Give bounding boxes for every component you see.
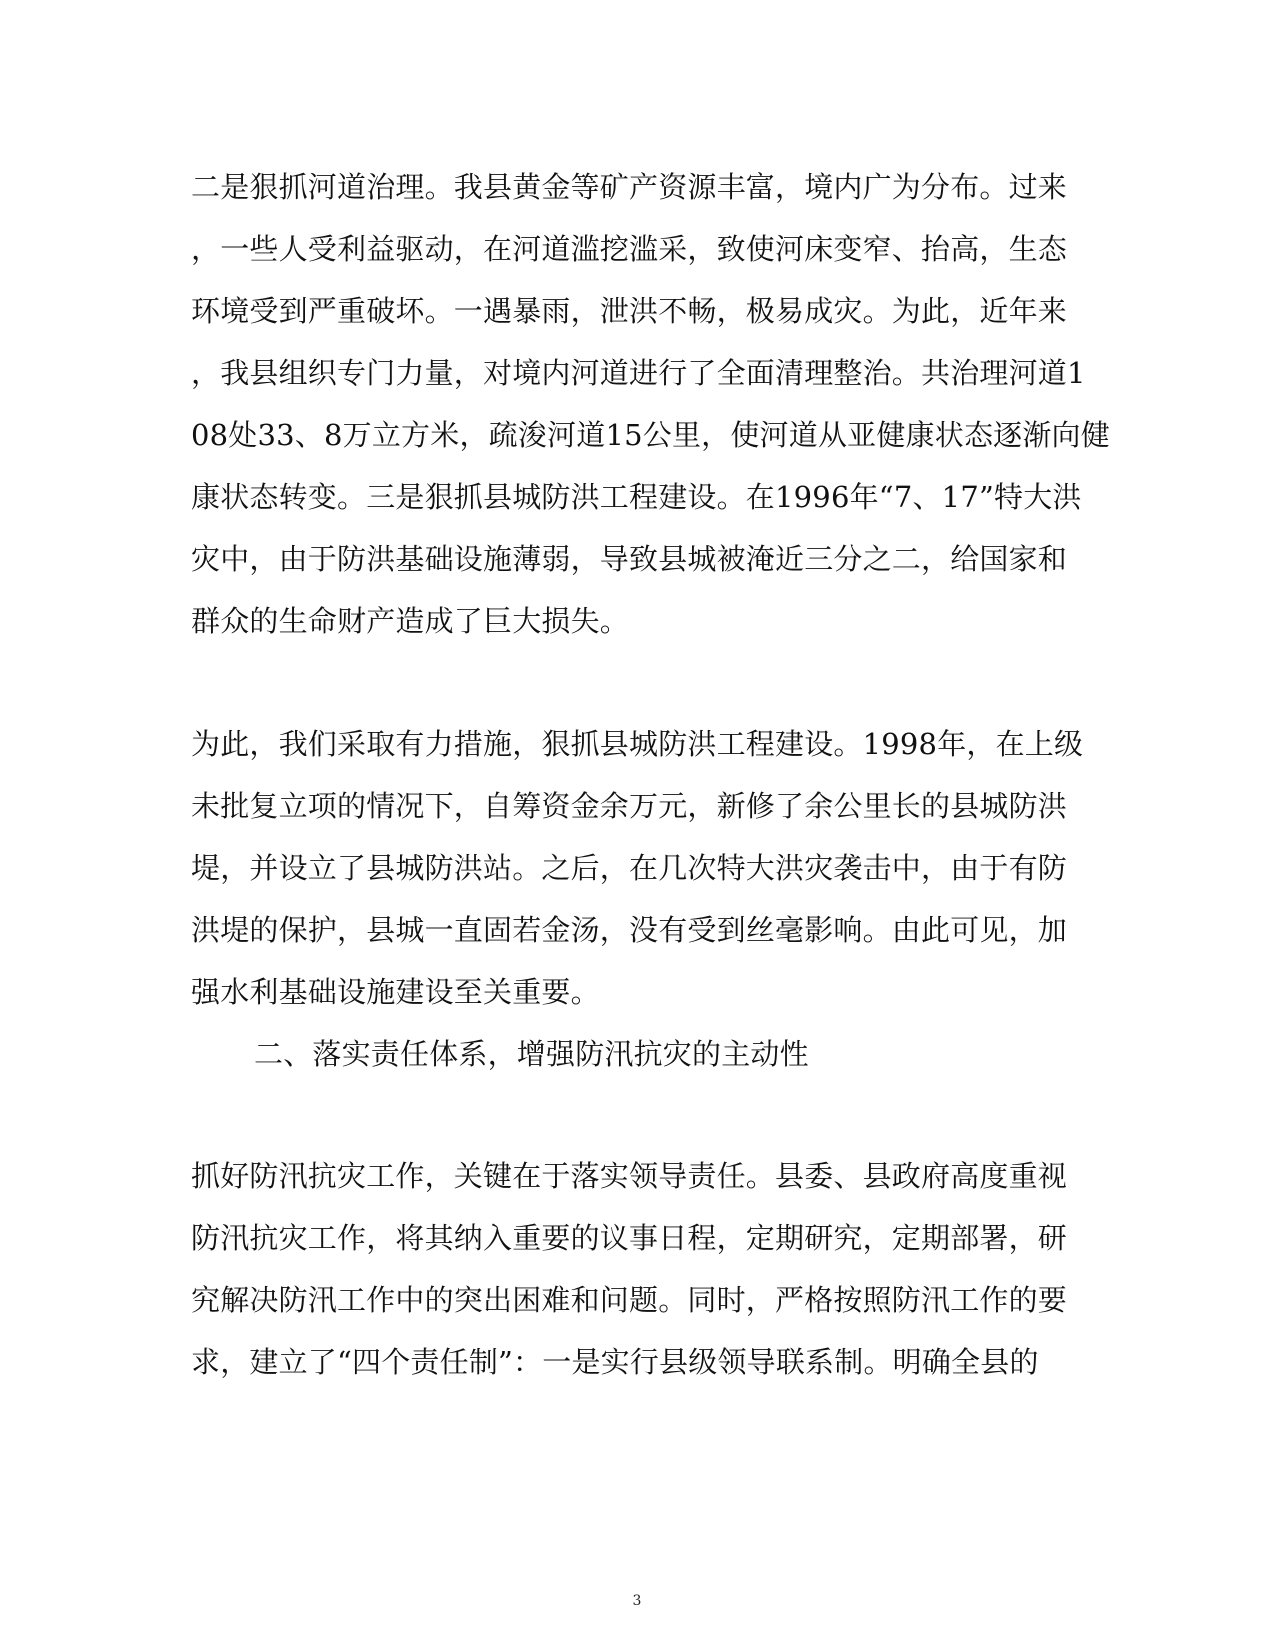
paragraph-1-line-4: ，我县组织专门力量，对境内河道进行了全面清理整治。共治理河道1 xyxy=(191,356,1086,390)
paragraph-1-line-1: 二是狠抓河道治理。我县黄金等矿产资源丰富，境内广为分布。过来 xyxy=(191,170,1068,204)
page-number: 3 xyxy=(632,1593,642,1609)
paragraph-2-line-4: 洪堤的保护，县城一直固若金汤，没有受到丝毫影响。由此可见，加 xyxy=(191,913,1068,947)
paragraph-1-line-5: 08处33、8万立方米，疏浚河道15公里，使河道从亚健康状态逐渐向健 xyxy=(191,418,1110,452)
paragraph-1-line-8: 群众的生命财产造成了巨大损失。 xyxy=(191,604,630,638)
paragraph-1-line-7: 灾中，由于防洪基础设施薄弱，导致县城被淹近三分之二，给国家和 xyxy=(191,542,1068,576)
paragraph-2-line-5: 强水利基础设施建设至关重要。 xyxy=(191,975,600,1009)
paragraph-1-line-2: ，一些人受利益驱动，在河道滥挖滥采，致使河床变窄、抬高，生态 xyxy=(191,232,1068,266)
paragraph-1-line-3: 环境受到严重破坏。一遇暴雨，泄洪不畅，极易成灾。为此，近年来 xyxy=(191,294,1068,328)
section-heading: 二、落实责任体系，增强防汛抗灾的主动性 xyxy=(254,1037,809,1071)
paragraph-2-line-1: 为此，我们采取有力措施，狠抓县城防洪工程建设。1998年，在上级 xyxy=(191,727,1084,761)
paragraph-2-line-3: 堤，并设立了县城防洪站。之后，在几次特大洪灾袭击中，由于有防 xyxy=(191,851,1068,885)
paragraph-2-line-2: 未批复立项的情况下，自筹资金余万元，新修了余公里长的县城防洪 xyxy=(191,789,1068,823)
paragraph-3-line-1: 抓好防汛抗灾工作，关键在于落实领导责任。县委、县政府高度重视 xyxy=(191,1159,1068,1193)
paragraph-3-line-4: 求，建立了“四个责任制”：一是实行县级领导联系制。明确全县的 xyxy=(191,1345,1039,1379)
paragraph-3-line-3: 究解决防汛工作中的突出困难和问题。同时，严格按照防汛工作的要 xyxy=(191,1283,1068,1317)
paragraph-1-line-6: 康状态转变。三是狠抓县城防洪工程建设。在1996年“7、17”特大洪 xyxy=(191,480,1082,514)
paragraph-3-line-2: 防汛抗灾工作，将其纳入重要的议事日程，定期研究，定期部署，研 xyxy=(191,1221,1068,1255)
